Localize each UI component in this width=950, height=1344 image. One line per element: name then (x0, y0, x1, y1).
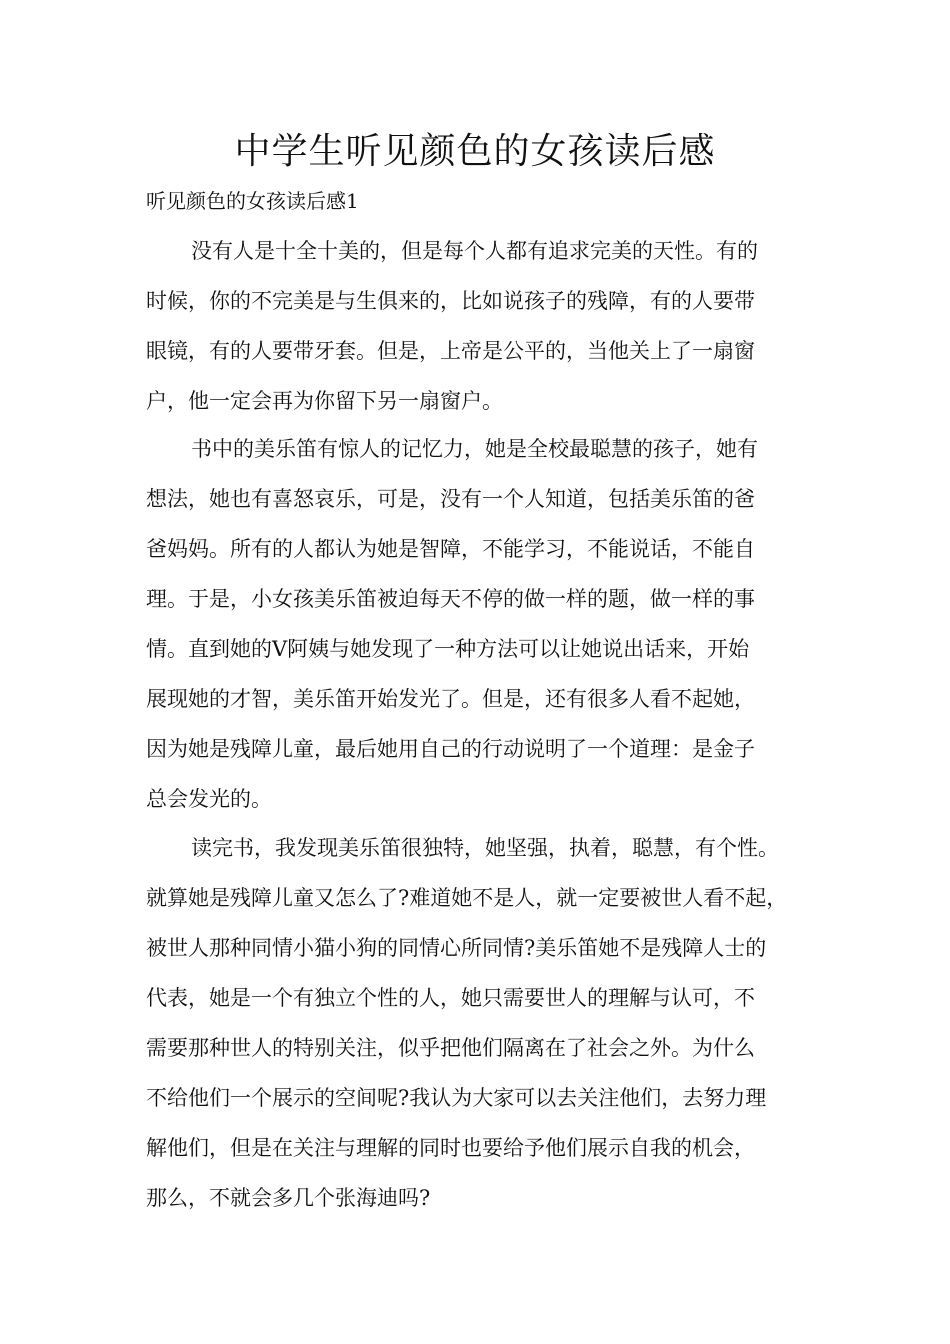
text-line: 情。直到她的V阿姨与她发现了一种方法可以让她说出话来，开始 (146, 637, 750, 661)
page-title: 中学生听见颜色的女孩读后感 (234, 131, 716, 172)
text-line: 不给他们一个展示的空间呢?我认为大家可以去关注他们，去努力理 (146, 1086, 767, 1110)
text-line: 代表，她是一个有独立个性的人，她只需要世人的理解与认可，不 (146, 986, 755, 1010)
text-line: 被世人那种同情小猫小狗的同情心所同情?美乐笛她不是残障人士的 (146, 936, 767, 960)
text-line: 总会发光的。 (146, 787, 272, 811)
text-line: 书中的美乐笛有惊人的记忆力，她是全校最聪慧的孩子，她有 (191, 437, 758, 461)
text-line: 因为她是残障儿童，最后她用自己的行动说明了一个道理：是金子 (146, 737, 755, 761)
text-line: 解他们，但是在关注与理解的同时也要给予他们展示自我的机会， (146, 1136, 755, 1160)
text-line: 读完书，我发现美乐笛很独特，她坚强，执着，聪慧，有个性。 (191, 836, 779, 860)
text-line: 时候，你的不完美是与生俱来的，比如说孩子的残障，有的人要带 (146, 289, 755, 313)
paragraph-3 (146, 823, 846, 1223)
paragraph-1 (146, 226, 846, 426)
paragraph-2 (146, 424, 846, 824)
text-line: 爸妈妈。所有的人都认为她是智障，不能学习，不能说话，不能自 (146, 537, 755, 561)
text-line: 眼镜，有的人要带牙套。但是，上帝是公平的，当他关上了一扇窗 (146, 339, 755, 363)
text-line: 展现她的才智，美乐笛开始发光了。但是，还有很多人看不起她， (146, 687, 755, 711)
text-line: 理。于是，小女孩美乐笛被迫每天不停的做一样的题，做一样的事 (146, 587, 755, 611)
text-line: 那么，不就会多几个张海迪吗? (146, 1186, 431, 1210)
text-line: 就算她是残障儿童又怎么了?难道她不是人，就一定要被世人看不起， (146, 886, 788, 910)
text-line: 想法，她也有喜怒哀乐，可是，没有一个人知道，包括美乐笛的爸 (146, 487, 755, 511)
text-line: 户，他一定会再为你留下另一扇窗户。 (146, 389, 503, 413)
text-line: 没有人是十全十美的，但是每个人都有追求完美的天性。有的 (191, 239, 758, 263)
section-heading: 听见颜色的女孩读后感1 (146, 189, 359, 213)
text-line: 需要那种世人的特别关注，似乎把他们隔离在了社会之外。为什么 (146, 1036, 755, 1060)
